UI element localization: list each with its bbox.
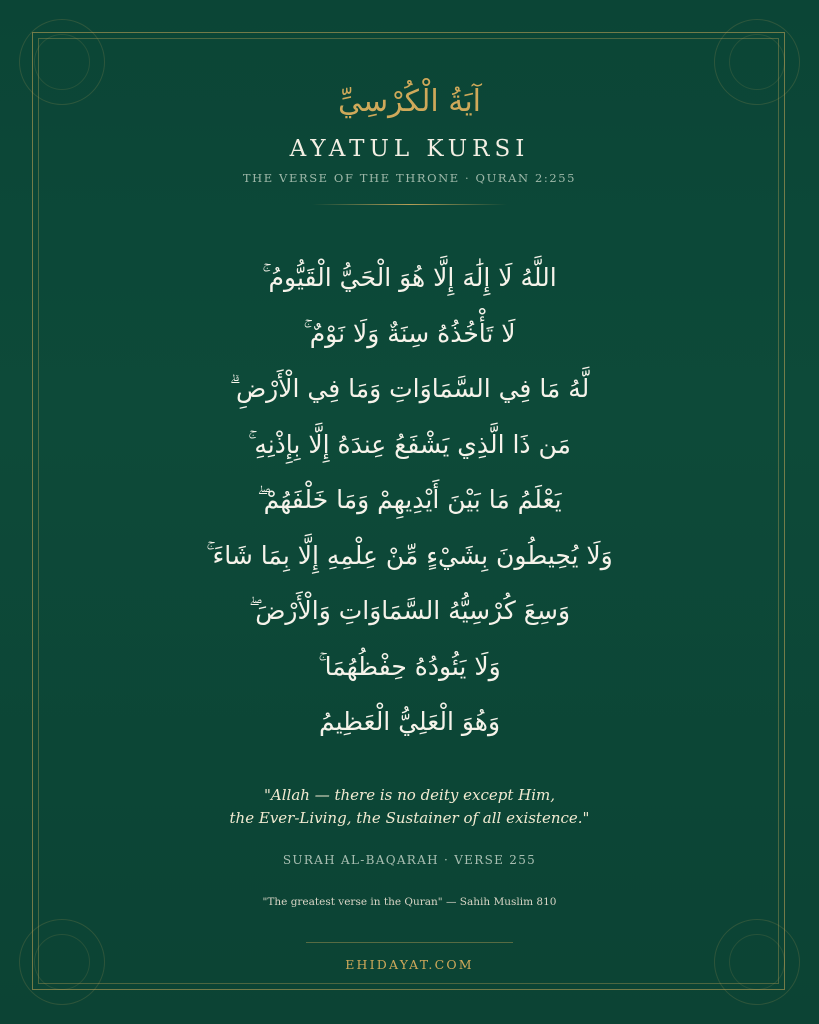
translation-quote (0, 784, 819, 830)
translation-line: the Ever-Living, the Sustainer of all existence." (229, 809, 590, 827)
title-divider (312, 204, 507, 205)
verse-line: يَعْلَمُ مَا بَيْنَ أَيْدِيهِمْ وَمَا خَلْفَهُمْ ۖ (257, 485, 562, 514)
page-title: AYATUL KURSI (289, 136, 530, 162)
arabic-title: آيَةُ الْكُرْسِيِّ (337, 84, 482, 119)
verse-line: لَّهُ مَا فِي السَّمَاوَاتِ وَمَا فِي الْأَرْضِ ۗ (229, 374, 590, 403)
verse-line: وَلَا يُحِيطُونَ بِشَيْءٍ مِّنْ عِلْمِهِ إِلَّا بِمَا شَاءَ ۚ (206, 540, 613, 570)
verse-line: مَن ذَا الَّذِي يَشْفَعُ عِندَهُ إِلَّا بِإِذْنِهِ ۚ (248, 429, 571, 459)
website-link[interactable]: EHIDAYAT.COM (345, 957, 474, 972)
surah-reference: SURAH AL-BAQARAH · VERSE 255 (282, 853, 537, 867)
verse-line: لَا تَأْخُذُهُ سِنَةٌ وَلَا نَوْمٌ ۚ (303, 318, 516, 348)
footer-divider (306, 942, 513, 943)
verse-list (80, 250, 739, 750)
verse-line: وَهُوَ الْعَلِيُّ الْعَظِيمُ (318, 707, 501, 736)
translation-line: "Allah — there is no deity except Him, (264, 786, 555, 804)
verse-line: اللَّهُ لَا إِلَٰهَ إِلَّا هُوَ الْحَيُّ الْقَيُّومُ ۚ (262, 263, 557, 292)
verse-line: وَسِعَ كُرْسِيُّهُ السَّمَاوَاتِ وَالْأَرْضَ ۖ (248, 596, 571, 625)
verse-line: وَلَا يَئُودُهُ حِفْظُهُمَا ۚ (318, 651, 501, 681)
page-subtitle: THE VERSE OF THE THRONE · QURAN 2:255 (242, 171, 577, 185)
hadith-citation: "The greatest verse in the Quran" — Sahih Muslim 810 (262, 896, 557, 908)
